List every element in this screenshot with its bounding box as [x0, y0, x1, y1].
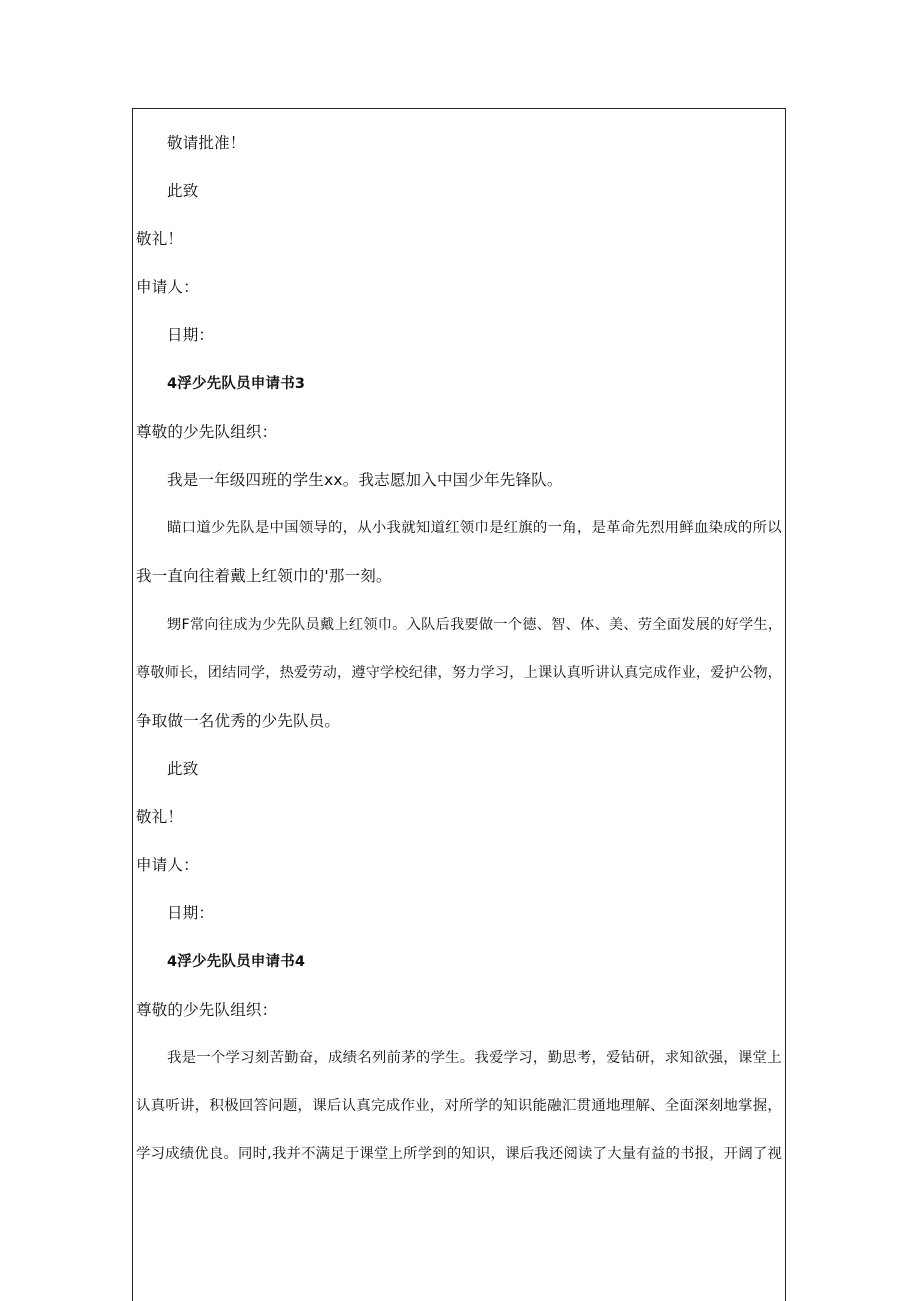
- paragraph-line: 我是一个学习刻苦勤奋，成绩名列前茅的学生。我爱学习，勤思考，爱钻研，求知欲强，课堂上: [167, 1050, 782, 1066]
- section-heading-4: 4浮少先队员申请书4: [167, 954, 306, 970]
- paragraph-line: 我一直向往着戴上红领巾的'那一刻。: [136, 567, 392, 585]
- applicant-label: 申请人：: [136, 278, 199, 296]
- paragraph-line: 瞄口道少先队是中国领导的，从小我就知道红领巾是红旗的一角，是革命先烈用鲜血染成的所以: [167, 520, 782, 536]
- salutation-jingli: 敬礼！: [136, 230, 184, 248]
- applicant-label: 申请人：: [136, 856, 199, 874]
- date-label: 日期：: [167, 326, 215, 344]
- paragraph-line: 争取做一名优秀的少先队员。: [136, 712, 341, 730]
- date-label: 日期：: [167, 904, 215, 922]
- salutation-cizhi: 此致: [167, 760, 199, 778]
- paragraph-line: 认真听讲，积极回答问题，课后认真完成作业，对所学的知识能融汇贯通地理解、全面深刻地掌握，: [136, 1098, 783, 1114]
- salutation-jingli: 敬礼！: [136, 808, 184, 826]
- section-heading-3: 4浮少先队员申请书3: [167, 376, 306, 392]
- paragraph-line: 尊敬师长，团结同学，热爱劳动，遵守学校纪律，努力学习，上课认真听讲认真完成作业，爱护公物，: [136, 665, 783, 681]
- greeting: 尊敬的少先队组织：: [136, 423, 278, 441]
- greeting: 尊敬的少先队组织：: [136, 1001, 278, 1019]
- page-frame: [132, 108, 786, 1301]
- paragraph-line: 甥F常向往成为少先队员戴上红领巾。入队后我要做一个德、智、体、美、劳全面发展的好学生，: [167, 617, 783, 633]
- salutation-cizhi: 此致: [167, 182, 199, 200]
- paragraph-line: 我是一年级四班的学生xx。我志愿加入中国少年先锋队。: [167, 471, 563, 489]
- paragraph-line: 学习成绩优良。同时,我并不满足于课堂上所学到的知识，课后我还阅读了大量有益的书报，开阔了视: [136, 1146, 783, 1162]
- closing-request: 敬请批准！: [167, 134, 246, 152]
